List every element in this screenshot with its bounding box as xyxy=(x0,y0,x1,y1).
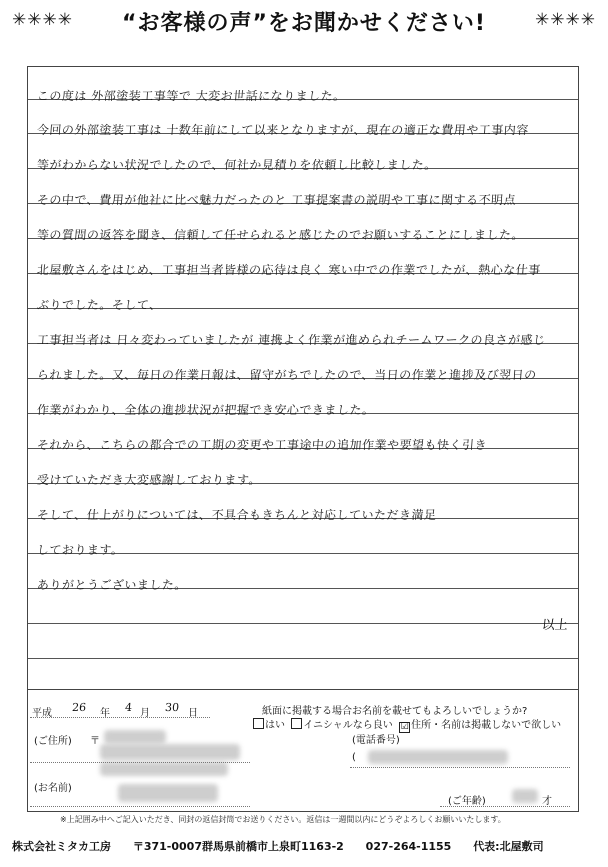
consent-options xyxy=(253,716,561,733)
letter-line: 北屋敷さんをはじめ、工事担当者皆様の応待は良く 寒い中での作業でしたが、熱心な仕事 xyxy=(36,263,542,277)
option-yes-checkbox[interactable] xyxy=(253,718,264,729)
letter-line: 工事担当者は 日々変わっていましたが 連携よく作業が進められチームワークの良さが感じ xyxy=(36,333,546,347)
redacted-name xyxy=(118,784,218,802)
date-month-unit: 月 xyxy=(140,708,150,719)
letter-line: この度は 外部塗装工事等で 大変お世話になりました。 xyxy=(36,89,347,103)
ruled-line xyxy=(28,623,578,624)
date-month: 4 xyxy=(124,701,133,714)
letter-line: ぶりでした。そして、 xyxy=(36,298,163,312)
letter-line: 今回の外部塗装工事は 十数年前にして以来となりますが、現在の適正な費用や工事内容 xyxy=(36,123,530,137)
option-yes-label: はい xyxy=(265,720,285,731)
signature: 以上 xyxy=(540,618,569,633)
option-no-publish-checkbox[interactable]: ☑ xyxy=(400,722,409,732)
letter-line: それから、こちらの都合での工期の変更や工事途中の追加作業や要望も快く引き xyxy=(36,438,488,452)
redacted-address-line1 xyxy=(100,744,240,760)
letter-line: 等の質問の返答を聞き、信頼して任せられると感じたのでお願いすることにしました。 xyxy=(36,228,525,242)
header-stars-right: ✳✳✳✳ xyxy=(535,10,596,30)
address-underline xyxy=(30,762,250,763)
date-year: 26 xyxy=(71,701,87,714)
letter-line: そして、仕上がりについては、不具合もきちんと対応していただき満足 xyxy=(36,508,437,522)
name-label: (お名前) xyxy=(34,783,72,794)
company-representative: 代表:北屋敷司 xyxy=(473,840,544,853)
letter-line: 作業がわかり、全体の進捗状況が把握でき安心できました。 xyxy=(36,403,375,417)
consent-question: 紙面に掲載する場合お名前を載せてもよろしいでしょうか? xyxy=(262,706,528,717)
letter-line: 等がわからない状況でしたので、何社か見積りを依頼し比較しました。 xyxy=(36,158,438,172)
redacted-postal-code xyxy=(104,730,166,744)
name-underline xyxy=(30,806,250,807)
option-initial-label: イニシャルなら良い xyxy=(303,720,393,731)
company-footer xyxy=(12,838,562,854)
company-address: 〒371-0007群馬県前橋市上泉町1163-2 xyxy=(132,840,344,853)
phone-label: (電話番号) xyxy=(352,735,400,746)
phone-open-paren: ( xyxy=(352,752,356,763)
date-era: 平成 xyxy=(32,708,52,719)
letter-line: られました。又、毎日の作業日報は、留守がちでしたので、当日の作業と進捗及び翌日の xyxy=(36,368,538,382)
letter-line: 受けていただき大変感謝しております。 xyxy=(36,473,262,487)
instruction-note: ※上記囲み中へご記入いただき、同封の返信封筒でお送りください。返信は一週間以内にどうぞよろしくお願いいたします。 xyxy=(60,815,506,824)
ruled-line xyxy=(28,658,578,659)
option-no-publish-label: 住所・名前は掲載しないで欲しい xyxy=(411,720,562,731)
age-unit: 才 xyxy=(542,796,552,807)
age-label: (ご年齢) xyxy=(448,796,486,807)
date-year-unit: 年 xyxy=(100,708,110,719)
option-initial-checkbox[interactable] xyxy=(291,718,302,729)
date-underline xyxy=(30,717,210,718)
address-label: (ご住所) xyxy=(34,736,72,747)
date-day-unit: 日 xyxy=(188,708,198,719)
redacted-age xyxy=(512,789,538,803)
redacted-phone xyxy=(368,750,508,764)
header-stars-left: ✳✳✳✳ xyxy=(12,10,73,30)
company-name: 株式会社ミタカ工房 xyxy=(12,840,111,853)
postal-mark: 〒 xyxy=(90,736,100,747)
letter-line: その中で、費用が他社に比べ魅力だったのと 工事提案書の説明や工事に関する不明点 xyxy=(36,193,517,207)
phone-underline xyxy=(350,767,570,768)
letter-line: ありがとうございました。 xyxy=(36,578,188,592)
company-phone: 027-264-1155 xyxy=(365,840,452,853)
age-underline xyxy=(440,806,570,807)
redacted-address-line2 xyxy=(100,762,228,776)
letter-line: しております。 xyxy=(36,543,125,557)
page-title: “お客様の声”をお聞かせください! xyxy=(122,11,486,36)
date-day: 30 xyxy=(164,701,180,714)
